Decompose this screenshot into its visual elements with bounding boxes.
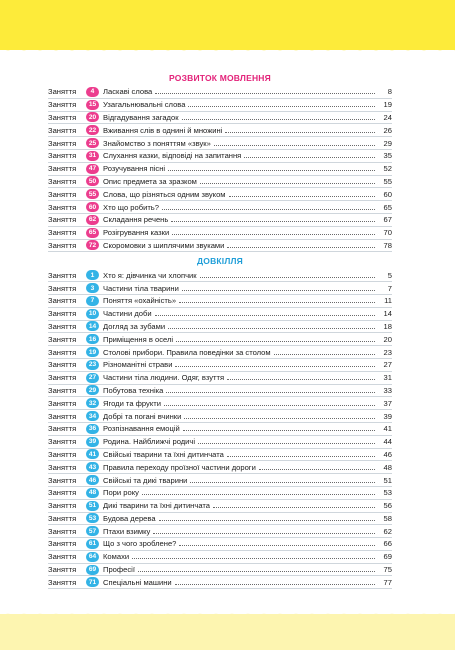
lesson-number-badge: 1 [86, 270, 99, 280]
page-number: 62 [383, 526, 392, 536]
page-number: 55 [383, 176, 392, 186]
lesson-number-badge: 61 [86, 539, 99, 549]
toc-row [48, 474, 392, 487]
section-rows [48, 86, 392, 252]
lesson-label: Заняття [48, 215, 77, 225]
dot-leader [188, 106, 375, 107]
lesson-label: Заняття [48, 539, 77, 549]
lesson-label: Заняття [48, 347, 77, 357]
lesson-number-badge: 64 [86, 552, 99, 562]
lesson-title: Комахи [103, 552, 130, 562]
lesson-label: Заняття [48, 176, 77, 186]
lesson-number-badge: 69 [86, 565, 99, 575]
lesson-number-badge: 55 [86, 189, 99, 199]
lesson-title: Частини тіла тварини [103, 283, 179, 293]
dot-leader [164, 405, 375, 406]
dot-leader [142, 494, 375, 495]
lesson-title: Родина. Найближчі родичі [103, 437, 196, 447]
lesson-title: Слухання казки, відповіді на запитання [103, 151, 242, 161]
lesson-number-badge: 36 [86, 424, 99, 434]
lesson-label: Заняття [48, 526, 77, 536]
lesson-label: Заняття [48, 321, 77, 331]
page-number: 7 [387, 283, 392, 293]
lesson-number-badge: 27 [86, 373, 99, 383]
lesson-label: Заняття [48, 125, 77, 135]
dot-leader [227, 456, 375, 457]
dot-leader [175, 584, 375, 585]
dot-leader [274, 354, 375, 355]
lesson-label: Заняття [48, 334, 77, 344]
lesson-number-badge: 4 [86, 87, 99, 97]
section-environment [48, 255, 392, 589]
lesson-number-badge: 15 [86, 100, 99, 110]
dot-leader [155, 315, 375, 316]
lesson-number-badge: 32 [86, 398, 99, 408]
lesson-label: Заняття [48, 501, 77, 511]
toc-row [48, 461, 392, 474]
lesson-title: Дикі тварини та їхні дитинчата [103, 501, 211, 511]
lesson-title: Професії [103, 565, 135, 575]
section-title: РОЗВИТОК МОВЛЕННЯ [169, 73, 271, 83]
page-number: 11 [384, 296, 392, 306]
lesson-title: Відгадування загадок [103, 112, 179, 122]
toc-row [48, 163, 392, 176]
toc-row [48, 99, 392, 112]
dot-leader [213, 507, 375, 508]
lesson-label: Заняття [48, 385, 77, 395]
lesson-number-badge: 10 [86, 309, 99, 319]
page-number: 53 [383, 488, 392, 498]
section-rows [48, 269, 392, 589]
dot-leader [183, 430, 375, 431]
dot-leader [159, 520, 375, 521]
toc-row [48, 423, 392, 436]
page-number: 77 [383, 577, 392, 587]
page-number: 60 [383, 189, 392, 199]
lesson-title: Правила переходу проїзної частини дороги [103, 462, 256, 472]
page-number: 75 [383, 565, 392, 575]
dot-leader [168, 170, 375, 171]
lesson-title: Будова дерева [103, 513, 156, 523]
lesson-title: Що з чого зроблене? [103, 539, 177, 549]
toc-row [48, 150, 392, 163]
page-number: 69 [383, 552, 392, 562]
lesson-title: Частини доби [103, 309, 152, 319]
toc-row [48, 500, 392, 513]
page-number: 23 [383, 347, 392, 357]
lesson-label: Заняття [48, 475, 77, 485]
lesson-label: Заняття [48, 87, 77, 97]
toc-row [48, 295, 392, 308]
lesson-number-badge: 48 [86, 488, 99, 498]
lesson-label: Заняття [48, 462, 77, 472]
lesson-title: Побутова техніка [103, 385, 164, 395]
dot-leader [229, 196, 375, 197]
page-number: 31 [383, 373, 392, 383]
page-number: 65 [383, 202, 392, 212]
lesson-label: Заняття [48, 552, 77, 562]
toc-row [48, 124, 392, 137]
toc-row [48, 188, 392, 201]
lesson-title: Розучування пісні [103, 164, 166, 174]
lesson-label: Заняття [48, 513, 77, 523]
lesson-label: Заняття [48, 240, 77, 250]
lesson-number-badge: 39 [86, 437, 99, 447]
lesson-title: Поняття «охайність» [103, 296, 177, 306]
lesson-number-badge: 51 [86, 501, 99, 511]
dot-leader [132, 558, 375, 559]
toc-row [48, 112, 392, 125]
page-number: 5 [387, 270, 392, 280]
lesson-title: Хто я: дівчинка чи хлопчик [103, 270, 197, 280]
dot-leader [227, 379, 375, 380]
toc-row [48, 576, 392, 589]
toc-row [48, 269, 392, 282]
lesson-title: Розігрування казки [103, 228, 170, 238]
page-number: 67 [383, 215, 392, 225]
page-number: 52 [383, 164, 392, 174]
lesson-label: Заняття [48, 360, 77, 370]
toc-row [48, 385, 392, 398]
page-number: 18 [383, 321, 392, 331]
toc-row [48, 436, 392, 449]
toc-row [48, 513, 392, 526]
lesson-title: Хто що робить? [103, 202, 159, 212]
page-number: 66 [383, 539, 392, 549]
lesson-title: Свійські та дикі тварини [103, 475, 188, 485]
page-number: 56 [383, 501, 392, 511]
dot-leader [171, 221, 375, 222]
dot-leader [225, 132, 375, 133]
page-number: 41 [383, 424, 392, 434]
lesson-title: Добрі та погані вчинки [103, 411, 182, 421]
dot-leader [172, 234, 375, 235]
lesson-number-badge: 72 [86, 240, 99, 250]
dot-leader [138, 571, 375, 572]
dot-leader [175, 366, 375, 367]
toc-row [48, 282, 392, 295]
page-number: 26 [383, 125, 392, 135]
dot-leader [166, 392, 375, 393]
dot-leader [179, 302, 375, 303]
page-number: 37 [383, 398, 392, 408]
toc-row [48, 176, 392, 189]
page-number: 24 [383, 112, 392, 122]
table-of-contents [48, 72, 392, 589]
page-number: 20 [383, 334, 392, 344]
lesson-number-badge: 34 [86, 411, 99, 421]
page-number: 14 [383, 309, 392, 319]
toc-row [48, 137, 392, 150]
lesson-label: Заняття [48, 437, 77, 447]
dot-leader [182, 119, 375, 120]
lesson-number-badge: 19 [86, 347, 99, 357]
lesson-label: Заняття [48, 309, 77, 319]
page-number: 48 [383, 462, 392, 472]
lesson-label: Заняття [48, 449, 77, 459]
lesson-title: Столові прибори. Правила поведінки за столом [103, 347, 271, 357]
lesson-number-badge: 46 [86, 475, 99, 485]
lesson-number-badge: 14 [86, 321, 99, 331]
lesson-number-badge: 16 [86, 334, 99, 344]
lesson-label: Заняття [48, 373, 77, 383]
toc-row [48, 449, 392, 462]
toc-row [48, 214, 392, 227]
toc-row [48, 410, 392, 423]
lesson-number-badge: 43 [86, 462, 99, 472]
dot-leader [182, 290, 375, 291]
bottom-decorative-band [0, 614, 455, 650]
lesson-title: Приміщення в оселі [103, 334, 174, 344]
lesson-label: Заняття [48, 565, 77, 575]
lesson-label: Заняття [48, 488, 77, 498]
lesson-number-badge: 62 [86, 215, 99, 225]
lesson-title: Свійські тварини та їхні дитинчата [103, 449, 224, 459]
lesson-label: Заняття [48, 164, 77, 174]
lesson-label: Заняття [48, 112, 77, 122]
lesson-label: Заняття [48, 189, 77, 199]
lesson-number-badge: 41 [86, 449, 99, 459]
page-number: 33 [383, 385, 392, 395]
lesson-number-badge: 7 [86, 296, 99, 306]
toc-row [48, 227, 392, 240]
dot-leader [176, 341, 375, 342]
lesson-number-badge: 60 [86, 202, 99, 212]
lesson-title: Ягоди та фрукти [103, 398, 161, 408]
toc-row [48, 564, 392, 577]
toc-row [48, 86, 392, 99]
toc-row [48, 397, 392, 410]
lesson-number-badge: 50 [86, 176, 99, 186]
lesson-label: Заняття [48, 577, 77, 587]
lesson-title: Вживання слів в однині й множині [103, 125, 223, 135]
lesson-title: Частини тіла людини. Одяг, взуття [103, 373, 225, 383]
page-number: 58 [383, 513, 392, 523]
page-number: 8 [387, 87, 392, 97]
page-number: 35 [383, 151, 392, 161]
lesson-number-badge: 23 [86, 360, 99, 370]
toc-row [48, 321, 392, 334]
toc-row [48, 359, 392, 372]
lesson-number-badge: 71 [86, 577, 99, 587]
lesson-number-badge: 29 [86, 385, 99, 395]
dot-leader [244, 157, 375, 158]
toc-row [48, 308, 392, 321]
lesson-title: Різноманітні страви [103, 360, 173, 370]
lesson-label: Заняття [48, 296, 77, 306]
dot-leader [200, 183, 375, 184]
dot-leader [190, 482, 375, 483]
dot-leader [200, 277, 375, 278]
toc-row [48, 201, 392, 214]
lesson-title: Складання речень [103, 215, 169, 225]
page-number: 46 [383, 449, 392, 459]
toc-row [48, 487, 392, 500]
dot-leader [259, 469, 375, 470]
toc-row [48, 333, 392, 346]
toc-row [48, 525, 392, 538]
lesson-title: Догляд за зубами [103, 321, 166, 331]
lesson-label: Заняття [48, 283, 77, 293]
toc-row [48, 538, 392, 551]
lesson-title: Ласкаві слова [103, 87, 153, 97]
dot-leader [168, 328, 375, 329]
toc-row [48, 551, 392, 564]
section-speech-development [48, 72, 392, 252]
lesson-number-badge: 31 [86, 151, 99, 161]
lesson-number-badge: 57 [86, 526, 99, 536]
lesson-label: Заняття [48, 398, 77, 408]
lesson-label: Заняття [48, 270, 77, 280]
page-number: 70 [383, 228, 392, 238]
dot-leader [214, 145, 375, 146]
lesson-title: Слова, що різняться одним звуком [103, 189, 226, 199]
lesson-title: Спеціальні машини [103, 577, 172, 587]
dot-leader [179, 545, 375, 546]
lesson-title: Опис предмета за зразком [103, 176, 197, 186]
lesson-number-badge: 3 [86, 283, 99, 293]
lesson-number-badge: 22 [86, 125, 99, 135]
toc-row [48, 240, 392, 253]
dot-leader [198, 443, 375, 444]
lesson-label: Заняття [48, 202, 77, 212]
page-number: 51 [383, 475, 392, 485]
lesson-number-badge: 65 [86, 228, 99, 238]
page-number: 44 [383, 437, 392, 447]
dot-leader [184, 418, 375, 419]
page-number: 19 [383, 100, 392, 110]
lesson-number-badge: 20 [86, 112, 99, 122]
lesson-label: Заняття [48, 411, 77, 421]
toc-row [48, 372, 392, 385]
lesson-label: Заняття [48, 424, 77, 434]
dot-leader [227, 247, 375, 248]
lesson-title: Знайомство з поняттям «звук» [103, 138, 211, 148]
dot-leader [155, 93, 375, 94]
top-decorative-band [0, 0, 455, 50]
dot-leader [162, 209, 375, 210]
page-number: 78 [383, 240, 392, 250]
lesson-title: Пори року [103, 488, 139, 498]
lesson-title: Узагальнювальні слова [103, 100, 186, 110]
lesson-label: Заняття [48, 138, 77, 148]
lesson-number-badge: 53 [86, 513, 99, 523]
lesson-number-badge: 25 [86, 138, 99, 148]
lesson-label: Заняття [48, 100, 77, 110]
page-number: 29 [383, 138, 392, 148]
section-title: ДОВКІЛЛЯ [197, 256, 243, 267]
lesson-title: Скоромовки з шиплячими звуками [103, 240, 225, 250]
lesson-number-badge: 47 [86, 164, 99, 174]
lesson-title: Розпізнавання емоцій [103, 424, 180, 434]
page-number: 39 [383, 411, 392, 421]
toc-row [48, 346, 392, 359]
page-number: 27 [383, 360, 392, 370]
lesson-label: Заняття [48, 151, 77, 161]
lesson-title: Птахи взимку [103, 526, 151, 536]
dot-leader [153, 533, 375, 534]
lesson-label: Заняття [48, 228, 77, 238]
